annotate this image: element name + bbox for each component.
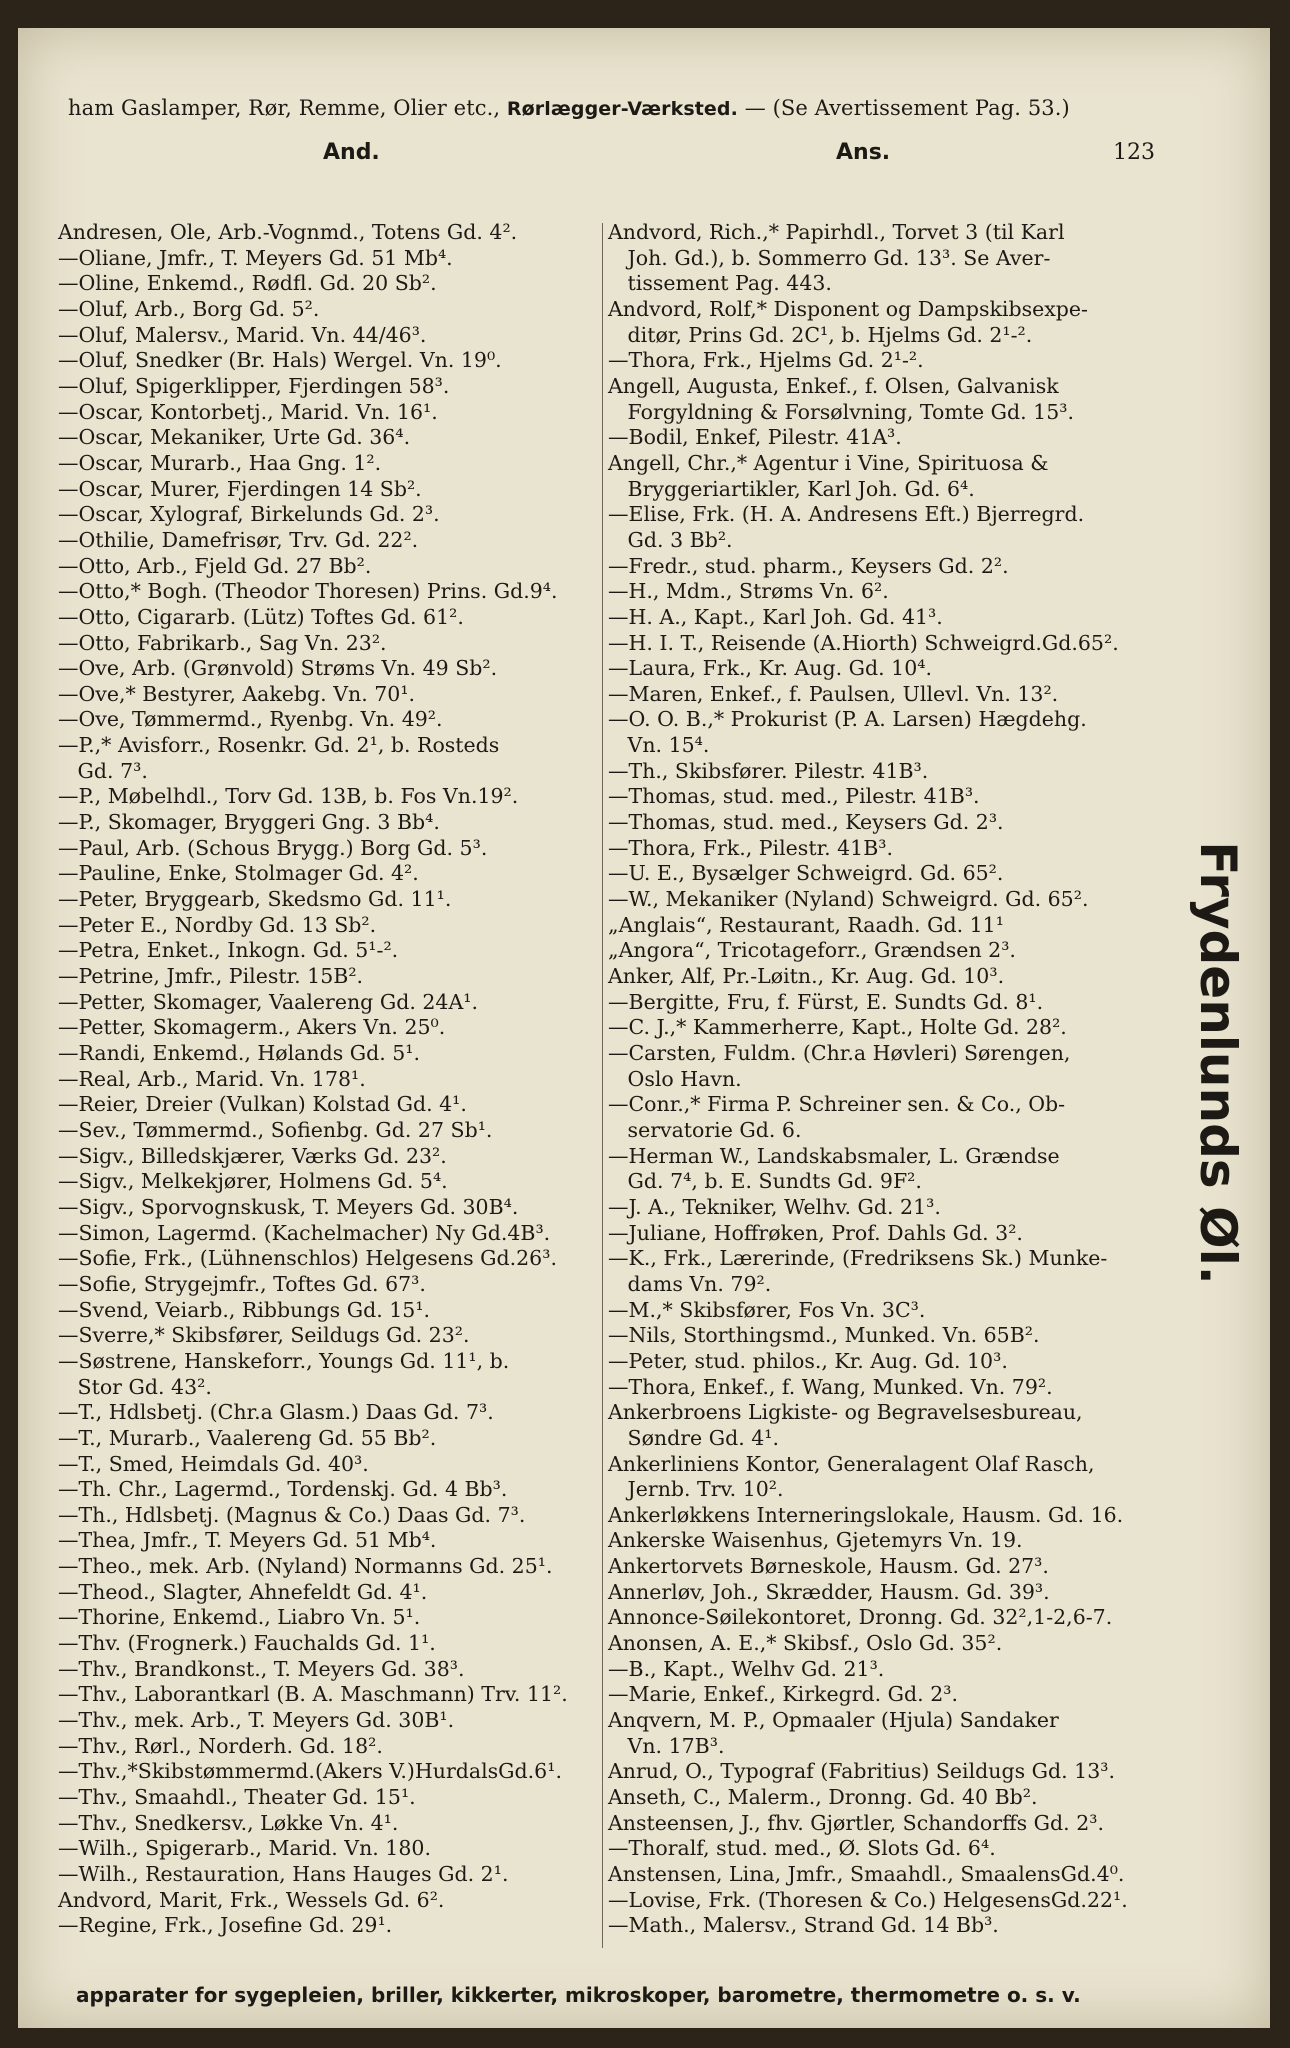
directory-entry: Annerløv, Joh., Skrædder, Hausm. Gd. 39³. [608,1579,1050,1604]
directory-entry: —J. A., Tekniker, Welhv. Gd. 21³. [608,1194,941,1219]
directory-entry: —Oscar, Murer, Fjerdingen 14 Sb². [58,476,422,501]
directory-entry: —Othilie, Damefrisør, Trv. Gd. 22². [58,527,419,552]
top-line-bold: Rørlægger-Værksted. [506,98,738,120]
directory-entry: —Bergitte, Fru, f. Fürst, E. Sundts Gd. 8¹. [608,989,1044,1014]
directory-entry: —Randi, Enkemd., Hølands Gd. 5¹. [58,1041,421,1065]
directory-entry: Jernb. Trv. 10². [608,1477,784,1502]
directory-entry: Ankerløkkens Interneringslokale, Hausm. Gd. 16. [608,1502,1124,1527]
directory-entry: —Ove,* Bestyrer, Aakebg. Vn. 70¹. [58,681,416,706]
directory-entry: —Conr.,* Firma P. Schreiner sen. & Co., Ob- [608,1092,1066,1117]
directory-entry: Andvord, Rolf,* Disponent og Dampskibsexpe- [608,296,1088,321]
directory-entry: —W., Mekaniker (Nyland) Schweigrd. Gd. 65². [608,887,1089,912]
directory-entry: —Regine, Frk., Josefine Gd. 29¹. [58,1913,393,1938]
top-line-after: — (Se Avertissement Pag. 53.) [737,96,1070,120]
directory-entry: —P.,* Avisforr., Rosenkr. Gd. 2¹, b. Rosteds [58,733,500,758]
directory-entry: Ankerbroens Ligkiste- og Begravelsesbureau, [608,1400,1083,1425]
directory-entry: —Wilh., Restauration, Hans Hauges Gd. 2¹. [58,1862,509,1886]
directory-entry: Anstensen, Lina, Jmfr., Smaahdl., SmaalensGd.4⁰. [608,1862,1125,1886]
side-advertisement [1188,841,1248,1285]
directory-entry: Anrud, O., Typograf (Fabritius) Seildugs Gd. 13³. [608,1759,1115,1784]
directory-entry: —Thomas, stud. med., Pilestr. 41B³. [608,784,980,809]
directory-entry: —Otto,* Bogh. (Theodor Thoresen) Prins. Gd.9⁴. [58,579,558,604]
directory-entry: —Th. Chr., Lagermd., Tordenskj. Gd. 4 Bb³. [58,1477,508,1502]
directory-entry: —Math., Malersv., Strand Gd. 14 Bb³. [608,1913,999,1938]
directory-entry: —P., Skomager, Bryggeri Gng. 3 Bb⁴. [58,810,440,835]
directory-entry: —Sev., Tømmermd., Sofienbg. Gd. 27 Sb¹. [58,1117,493,1142]
directory-entry: —Petter, Skomagerm., Akers Vn. 25⁰. [58,1015,446,1040]
directory-entry: —Real, Arb., Marid. Vn. 178¹. [58,1066,366,1091]
directory-entry: Andvord, Rich.,* Papirhdl., Torvet 3 (til Karl [608,220,1065,244]
directory-entry: „Anglais“, Restaurant, Raadh. Gd. 11¹ [608,912,1004,937]
column-divider [602,223,603,1948]
directory-entry: —Oluf, Malersv., Marid. Vn. 44/46³. [58,322,427,347]
directory-entry: —Thv.,*Skibstømmermd.(Akers V.)HurdalsGd.6¹. [58,1759,562,1784]
directory-entry: —Maren, Enkef., f. Paulsen, Ullevl. Vn. 13². [608,681,1059,706]
directory-entry: —Th., Skibsfører. Pilestr. 41B³. [608,758,929,783]
directory-entry: —Thora, Frk., Pilestr. 41B³. [608,835,894,860]
directory-entry: Gd. 7⁴, b. E. Sundts Gd. 9F². [608,1169,922,1194]
directory-entry: —Herman W., Landskabsmaler, L. Grændse [608,1143,1060,1168]
header-right-keyword: Ans. [836,140,891,165]
directory-entry: —Oliane, Jmfr., T. Meyers Gd. 51 Mb⁴. [58,245,453,270]
directory-entry: dams Vn. 79². [608,1271,772,1296]
directory-entry: —Thoralf, stud. med., Ø. Slots Gd. 6⁴. [608,1836,996,1861]
directory-entry: —Lovise, Frk. (Thoresen & Co.) HelgesensGd.22¹. [608,1887,1128,1912]
directory-entry: —Thora, Frk., Hjelms Gd. 2¹-². [608,348,924,373]
directory-entry: —B., Kapt., Welhv Gd. 21³. [608,1656,885,1681]
top-line-text: ham Gaslamper, Rør, Remme, Olier etc., [68,96,507,120]
directory-entry: —Peter, Bryggearb, Skedsmo Gd. 11¹. [58,887,452,912]
directory-entry: —Sverre,* Skibsfører, Seildugs Gd. 23². [58,1323,470,1348]
directory-entry: —Juliane, Hoffrøken, Prof. Dahls Gd. 3². [608,1220,1023,1245]
directory-entry: servatorie Gd. 6. [608,1117,802,1142]
directory-entry: —Sofie, Strygejmfr., Toftes Gd. 67³. [58,1271,426,1296]
directory-entry: —Thv., Snedkersv., Løkke Vn. 4¹. [58,1810,399,1835]
directory-entry: —T., Hdlsbetj. (Chr.a Glasm.) Daas Gd. 7³. [58,1400,494,1425]
directory-entry: —Thv. (Frognerk.) Fauchalds Gd. 1¹. [58,1631,436,1656]
directory-entry: Annonce-Søilekontoret, Dronng. Gd. 32²,1-2,6-7. [608,1605,1113,1630]
directory-entry: —Otto, Fabrikarb., Sag Vn. 23². [58,630,387,655]
directory-entry: —Fredr., stud. pharm., Keysers Gd. 2². [608,553,1009,578]
directory-entry: Oslo Havn. [608,1066,742,1091]
side-advertisement-text: Frydenlunds Øl. [1189,841,1247,1285]
directory-entry: Vn. 17B³. [608,1733,725,1758]
directory-entry: —Sigv., Billedskjærer, Værks Gd. 23². [58,1143,447,1168]
directory-entry: —Svend, Veiarb., Ribbungs Gd. 15¹. [58,1297,431,1322]
directory-entry: —K., Frk., Lærerinde, (Fredriksens Sk.) Munke- [608,1246,1108,1271]
directory-entry: Andvord, Marit, Frk., Wessels Gd. 6². [58,1887,445,1912]
directory-entry: —Oluf, Arb., Borg Gd. 5². [58,296,320,321]
directory-entry: —Peter E., Nordby Gd. 13 Sb². [58,912,377,937]
directory-entry: —Pauline, Enke, Stolmager Gd. 4². [58,861,419,886]
directory-entry: —Thv., mek. Arb., T. Meyers Gd. 30B¹. [58,1708,455,1733]
directory-entry: —P., Møbelhdl., Torv Gd. 13B, b. Fos Vn.19². [58,784,519,809]
directory-entry: —C. J.,* Kammerherre, Kapt., Holte Gd. 28². [608,1015,1067,1040]
directory-entry: —Petra, Enket., Inkogn. Gd. 5¹-². [58,938,399,963]
directory-entry: —Otto, Cigararb. (Lütz) Toftes Gd. 61². [58,604,464,629]
directory-entry: Ankerske Waisenhus, Gjetemyrs Vn. 19. [608,1528,1023,1553]
directory-entry: —Nils, Storthingsmd., Munked. Vn. 65B². [608,1323,1040,1348]
directory-entry: —U. E., Bysælger Schweigrd. Gd. 65². [608,861,1004,886]
directory-entry: —Thv., Laborantkarl (B. A. Maschmann) Trv. 11². [58,1682,568,1707]
directory-entry: ditør, Prins Gd. 2C¹, b. Hjelms Gd. 2¹-². [608,322,1033,347]
directory-entry: —Petter, Skomager, Vaalereng Gd. 24A¹. [58,989,478,1014]
directory-entry: —H., Mdm., Strøms Vn. 6². [608,579,889,604]
header-left-keyword: And. [323,140,380,165]
directory-entry: —Oluf, Snedker (Br. Hals) Wergel. Vn. 19⁰. [58,348,502,373]
directory-entry: Vn. 15⁴. [608,733,710,758]
page-number: 123 [1113,140,1155,165]
left-column [58,220,598,1939]
directory-entry: —Søstrene, Hanskeforr., Youngs Gd. 11¹, b. [58,1348,510,1373]
directory-entry: —Oscar, Murarb., Haa Gng. 1². [58,450,382,475]
directory-entry: —M.,* Skibsfører, Fos Vn. 3C³. [608,1297,926,1322]
directory-entry: Ankertorvets Børneskole, Hausm. Gd. 27³. [608,1554,1049,1579]
directory-entry: —Oline, Enkemd., Rødfl. Gd. 20 Sb². [58,271,437,296]
directory-entry: —Thv., Rørl., Norderh. Gd. 18². [58,1733,383,1758]
directory-entry: —Oscar, Mekaniker, Urte Gd. 36⁴. [58,425,411,450]
right-column [608,220,1168,1939]
directory-page [18,28,1270,2028]
top-advertisement-line [68,96,1168,120]
directory-entry: —Thea, Jmfr., T. Meyers Gd. 51 Mb⁴. [58,1528,437,1553]
directory-entry: —Oluf, Spigerklipper, Fjerdingen 58³. [58,373,450,398]
directory-entry: —Thv., Brandkonst., T. Meyers Gd. 38³. [58,1656,465,1681]
directory-entry: Forgyldning & Forsølvning, Tomte Gd. 15³. [608,399,1075,424]
directory-entry: —Wilh., Spigerarb., Marid. Vn. 180. [58,1836,431,1861]
directory-entry: —Elise, Frk. (H. A. Andresens Eft.) Bjerregrd. [608,502,1085,527]
directory-entry: —Theo., mek. Arb. (Nyland) Normanns Gd. 25¹. [58,1554,553,1579]
directory-entry: Andresen, Ole, Arb.-Vognmd., Totens Gd. 4². [58,220,518,244]
directory-entry: —H. A., Kapt., Karl Joh. Gd. 41³. [608,604,943,629]
directory-entry: —Ove, Tømmermd., Ryenbg. Vn. 49². [58,707,443,732]
directory-entry: —Sigv., Sporvognskusk, T. Meyers Gd. 30B⁴. [58,1194,519,1219]
directory-entry: —Sigv., Melkekjører, Holmens Gd. 5⁴. [58,1169,448,1194]
page-header [18,140,1270,180]
bottom-advertisement-line: apparater for sygepleien, briller, kikkerter, mikroskoper, barometre, thermometre o. s. v. [76,1983,1081,2007]
directory-entry: —T., Murarb., Vaalereng Gd. 55 Bb². [58,1425,437,1450]
directory-entry: Angell, Augusta, Enkef., f. Olsen, Galvanisk [608,373,1059,398]
directory-entry: Joh. Gd.), b. Sommerro Gd. 13³. Se Aver- [608,245,1051,270]
directory-entry: —Sofie, Frk., (Lühnenschlos) Helgesens Gd.26³. [58,1246,557,1271]
directory-entry: Ankerliniens Kontor, Generalagent Olaf Rasch, [608,1451,1095,1476]
directory-entry: —Otto, Arb., Fjeld Gd. 27 Bb². [58,553,372,578]
directory-entry: Angell, Chr.,* Agentur i Vine, Spirituosa & [608,450,1049,475]
directory-entry: —Paul, Arb. (Schous Brygg.) Borg Gd. 5³. [58,835,488,860]
directory-entry: Gd. 3 Bb². [608,527,733,552]
directory-entry: —Thomas, stud. med., Keysers Gd. 2³. [608,810,1004,835]
directory-entry: —Petrine, Jmfr., Pilestr. 15B². [58,964,364,989]
directory-entry: —O. O. B.,* Prokurist (P. A. Larsen) Hægdehg. [608,707,1087,732]
directory-entry: Anseth, C., Malerm., Dronng. Gd. 40 Bb². [608,1785,1038,1810]
directory-entry: —Thv., Smaahdl., Theater Gd. 15¹. [58,1785,416,1810]
directory-entry: —H. I. T., Reisende (A.Hiorth) Schweigrd.Gd.65². [608,630,1119,655]
directory-entry: Anqvern, M. P., Opmaaler (Hjula) Sandaker [608,1708,1059,1733]
directory-entry: —Ove, Arb. (Grønvold) Strøms Vn. 49 Sb². [58,656,498,681]
directory-entry: —Oscar, Xylograf, Birkelunds Gd. 2³. [58,502,440,527]
directory-entry: tissement Pag. 443. [608,271,832,296]
directory-entry: —Bodil, Enkef, Pilestr. 41A³. [608,425,902,450]
directory-entry: Gd. 7³. [58,758,148,783]
directory-entry: —Theod., Slagter, Ahnefeldt Gd. 4¹. [58,1579,428,1604]
directory-entry: —Th., Hdlsbetj. (Magnus & Co.) Daas Gd. 7³. [58,1502,526,1527]
directory-entry: Bryggeriartikler, Karl Joh. Gd. 6⁴. [608,476,975,501]
directory-entry: —Marie, Enkef., Kirkegrd. Gd. 2³. [608,1682,958,1707]
directory-entry: —Simon, Lagermd. (Kachelmacher) Ny Gd.4B³. [58,1220,551,1245]
directory-entry: Anonsen, A. E.,* Skibsf., Oslo Gd. 35². [608,1631,1003,1656]
directory-entry: —Peter, stud. philos., Kr. Aug. Gd. 10³. [608,1348,1008,1373]
directory-entry: —Thorine, Enkemd., Liabro Vn. 5¹. [58,1605,421,1630]
directory-entry: —T., Smed, Heimdals Gd. 40³. [58,1451,369,1476]
directory-entry: Stor Gd. 43². [58,1374,212,1399]
directory-entry: —Thora, Enkef., f. Wang, Munked. Vn. 79². [608,1374,1053,1399]
directory-entry: —Reier, Dreier (Vulkan) Kolstad Gd. 4¹. [58,1092,467,1117]
directory-entry: Anker, Alf, Pr.-Løitn., Kr. Aug. Gd. 10³. [608,964,1005,989]
directory-entry: Søndre Gd. 4¹. [608,1425,780,1450]
directory-entry: „Angora“, Tricotageforr., Grændsen 2³. [608,938,1016,963]
directory-entry: —Oscar, Kontorbetj., Marid. Vn. 16¹. [58,399,438,424]
directory-entry: —Carsten, Fuldm. (Chr.a Høvleri) Sørengen, [608,1041,1071,1065]
directory-entry: —Laura, Frk., Kr. Aug. Gd. 10⁴. [608,656,932,681]
directory-entry: Ansteensen, J., fhv. Gjørtler, Schandorffs Gd. 2³. [608,1810,1104,1835]
